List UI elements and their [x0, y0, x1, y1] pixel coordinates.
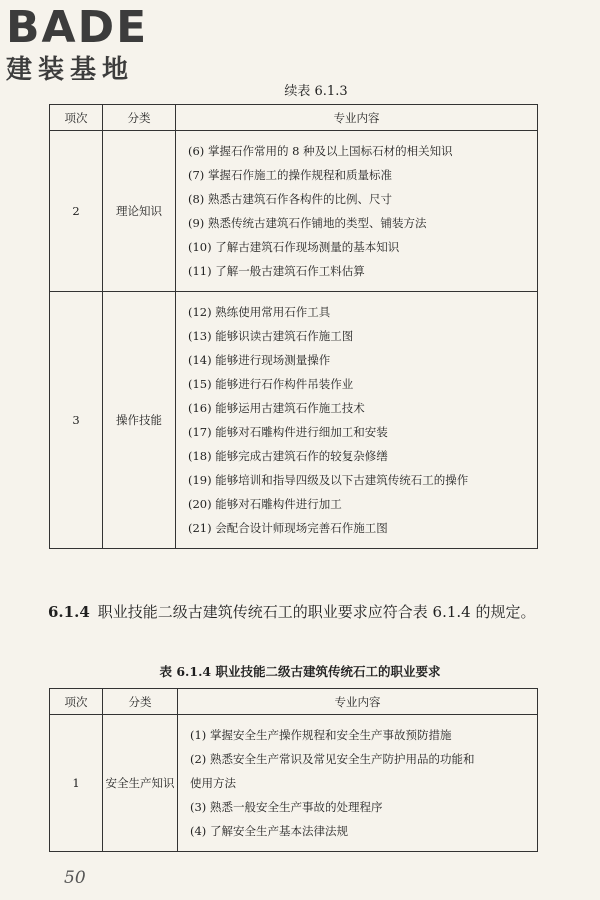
content-item: (21) 会配合设计师现场完善石作施工图	[188, 521, 388, 535]
content-item: (4) 了解安全生产基本法律法规	[190, 824, 348, 838]
content-item: (15) 能够进行石作构件吊装作业	[188, 377, 354, 391]
table1-header-content: 专业内容	[176, 105, 538, 131]
content-item: (12) 熟练使用常用石作工具	[188, 305, 331, 319]
table-row	[50, 715, 538, 852]
table1-header-row	[50, 105, 538, 131]
table1-header-category: 分类	[103, 105, 176, 131]
content-item: (11) 了解一般古建筑石作工料估算	[188, 264, 365, 278]
row-category: 安全生产知识	[103, 715, 178, 852]
content-item: (6) 掌握石作常用的 8 种及以上国标石材的相关知识	[188, 144, 453, 158]
row-category: 理论知识	[103, 131, 176, 292]
content-item: (16) 能够运用古建筑石作施工技术	[188, 401, 365, 415]
row-category: 操作技能	[103, 292, 176, 549]
table1	[49, 104, 538, 549]
content-item: (2) 熟悉安全生产常识及常见安全生产防护用品的功能和	[190, 752, 475, 766]
page-number: 50	[64, 868, 86, 888]
content-item: (3) 熟悉一般安全生产事故的处理程序	[190, 800, 383, 814]
content-item: (17) 能够对石雕构件进行细加工和安装	[188, 425, 388, 439]
content-item: (9) 熟悉传统古建筑石作铺地的类型、铺装方法	[188, 216, 427, 230]
section-number: 6.1.4	[48, 603, 90, 621]
content-item: (18) 能够完成古建筑石作的较复杂修缮	[188, 449, 388, 463]
row-content	[178, 715, 538, 852]
table2-caption: 表 6.1.4 职业技能二级古建筑传统石工的职业要求	[159, 664, 441, 679]
logo-subtext: 建装基地	[6, 55, 135, 85]
content-item: (14) 能够进行现场测量操作	[188, 353, 331, 367]
section-paragraph	[48, 598, 548, 626]
table2-header-index: 项次	[50, 689, 103, 715]
row-index: 2	[50, 131, 103, 292]
table2-header-content: 专业内容	[178, 689, 538, 715]
section-text: 职业技能二级古建筑传统石工的职业要求应符合表 6.1.4 的规定。	[97, 603, 536, 621]
table-row	[50, 292, 538, 549]
table-row	[50, 131, 538, 292]
table2-header-category: 分类	[103, 689, 178, 715]
row-index: 1	[50, 715, 103, 852]
table1-header-index: 项次	[50, 105, 103, 131]
content-item: (10) 了解古建筑石作现场测量的基本知识	[188, 240, 400, 254]
table2	[49, 688, 538, 852]
content-item: (19) 能够培训和指导四级及以下古建筑传统石工的操作	[188, 473, 469, 487]
row-content	[176, 292, 538, 549]
logo-text: BADE	[6, 2, 149, 53]
content-item: (7) 掌握石作施工的操作规程和质量标准	[188, 168, 392, 182]
content-item: (13) 能够识读古建筑石作施工图	[188, 329, 354, 343]
content-item: 使用方法	[190, 776, 236, 790]
logo	[6, 4, 176, 86]
table1-caption: 续表 6.1.3	[284, 84, 348, 99]
table2-header-row	[50, 689, 538, 715]
content-item: (20) 能够对石雕构件进行加工	[188, 497, 342, 511]
content-item: (1) 掌握安全生产操作规程和安全生产事故预防措施	[190, 728, 452, 742]
row-index: 3	[50, 292, 103, 549]
content-item: (8) 熟悉古建筑石作各构件的比例、尺寸	[188, 192, 392, 206]
row-content	[176, 131, 538, 292]
